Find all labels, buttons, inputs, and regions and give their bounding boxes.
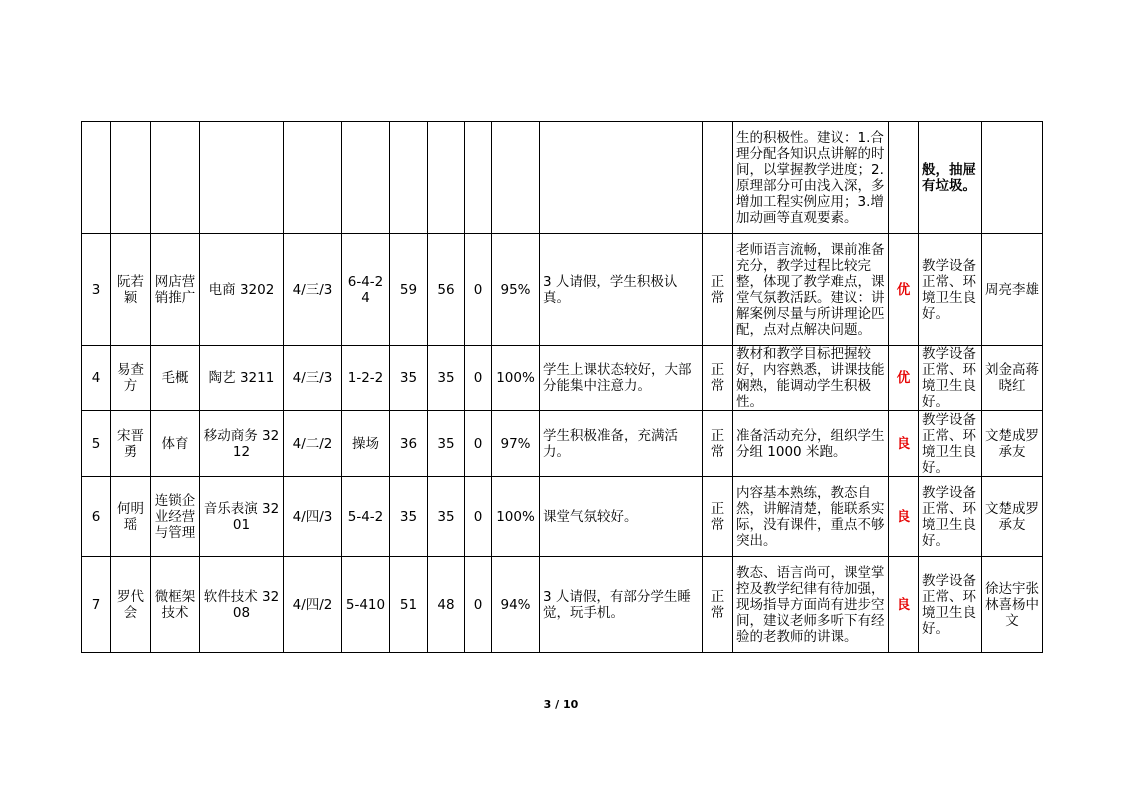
cell-teaching-comment: 教态、语言尚可，课堂掌控及教学纪律有待加强，现场指导方面尚有进步空间，建议老师多听下有经验的老教师的讲课。 (733, 557, 889, 653)
cell-rate: 97% (492, 411, 540, 477)
cell-course (151, 122, 200, 234)
cell-rate: 95% (492, 234, 540, 346)
cell-inspector: 文楚成罗承友 (982, 411, 1043, 477)
cell-expected: 35 (390, 477, 428, 557)
cell-time: 4/四/2 (284, 557, 342, 653)
cell-teaching-comment: 生的积极性。建议：1.合理分配各知识点讲解的时间，以掌握教学进度；2.原理部分可由浅入深，多增加工程实例应用；3.增加动画等直观要素。 (733, 122, 889, 234)
cell-grade: 良 (889, 557, 919, 653)
cell-no: 5 (82, 411, 111, 477)
cell-expected: 51 (390, 557, 428, 653)
cell-inspector: 徐达宇张林喜杨中文 (982, 557, 1043, 653)
cell-course: 毛概 (151, 346, 200, 411)
cell-student-status (540, 122, 703, 234)
cell-late: 0 (465, 477, 492, 557)
cell-teacher: 何明瑶 (111, 477, 151, 557)
cell-actual: 56 (428, 234, 465, 346)
cell-course: 微框架技术 (151, 557, 200, 653)
cell-course: 连锁企业经营与管理 (151, 477, 200, 557)
cell-actual: 48 (428, 557, 465, 653)
cell-teacher: 易查方 (111, 346, 151, 411)
cell-environment: 教学设备正常、环境卫生良好。 (919, 234, 982, 346)
cell-room (342, 122, 390, 234)
cell-teaching-status: 正常 (703, 557, 733, 653)
cell-no: 6 (82, 477, 111, 557)
cell-late: 0 (465, 411, 492, 477)
inspection-table (81, 121, 1043, 653)
table-row (82, 477, 1043, 557)
cell-rate: 100% (492, 346, 540, 411)
cell-teaching-comment: 内容基本熟练，教态自然，讲解清楚，能联系实际，没有课件，重点不够突出。 (733, 477, 889, 557)
cell-environment: 教学设备正常、环境卫生良好。 (919, 557, 982, 653)
cell-room: 5-4-2 (342, 477, 390, 557)
cell-room: 6-4-24 (342, 234, 390, 346)
table-row (82, 234, 1043, 346)
cell-course: 网店营销推广 (151, 234, 200, 346)
cell-grade: 良 (889, 411, 919, 477)
cell-room: 1-2-2 (342, 346, 390, 411)
cell-expected: 36 (390, 411, 428, 477)
cell-grade: 优 (889, 234, 919, 346)
cell-inspector: 周亮李雄 (982, 234, 1043, 346)
cell-class: 电商 3202 (200, 234, 284, 346)
cell-student-status: 学生上课状态较好，大部分能集中注意力。 (540, 346, 703, 411)
cell-environment: 般，抽屉有垃圾。 (919, 122, 982, 234)
cell-no: 4 (82, 346, 111, 411)
cell-rate: 100% (492, 477, 540, 557)
table-row (82, 411, 1043, 477)
cell-teacher: 罗代会 (111, 557, 151, 653)
cell-class: 音乐表演 3201 (200, 477, 284, 557)
cell-course: 体育 (151, 411, 200, 477)
cell-inspector: 文楚成罗承友 (982, 477, 1043, 557)
cell-room: 操场 (342, 411, 390, 477)
cell-student-status: 3 人请假，有部分学生睡觉，玩手机。 (540, 557, 703, 653)
cell-class: 移动商务 3212 (200, 411, 284, 477)
cell-teaching-status: 正常 (703, 346, 733, 411)
cell-time: 4/四/3 (284, 477, 342, 557)
cell-student-status: 学生积极准备，充满活力。 (540, 411, 703, 477)
cell-rate (492, 122, 540, 234)
cell-no (82, 122, 111, 234)
cell-expected: 35 (390, 346, 428, 411)
cell-time: 4/三/3 (284, 234, 342, 346)
cell-actual (428, 122, 465, 234)
cell-time (284, 122, 342, 234)
cell-teaching-status: 正常 (703, 234, 733, 346)
cell-grade: 优 (889, 346, 919, 411)
cell-environment: 教学设备正常、环境卫生良好。 (919, 477, 982, 557)
cell-teacher: 宋晋勇 (111, 411, 151, 477)
cell-late: 0 (465, 346, 492, 411)
cell-expected: 59 (390, 234, 428, 346)
cell-time: 4/三/3 (284, 346, 342, 411)
cell-grade (889, 122, 919, 234)
cell-teaching-status (703, 122, 733, 234)
cell-teacher: 阮若颖 (111, 234, 151, 346)
cell-actual: 35 (428, 346, 465, 411)
cell-no: 7 (82, 557, 111, 653)
cell-class (200, 122, 284, 234)
cell-expected (390, 122, 428, 234)
cell-rate: 94% (492, 557, 540, 653)
table-row (82, 346, 1043, 411)
cell-late: 0 (465, 234, 492, 346)
cell-class: 软件技术 3208 (200, 557, 284, 653)
table-row (82, 557, 1043, 653)
cell-late: 0 (465, 557, 492, 653)
cell-room: 5-410 (342, 557, 390, 653)
cell-grade: 良 (889, 477, 919, 557)
cell-environment: 教学设备正常、环境卫生良好。 (919, 346, 982, 411)
page-number: 3 / 10 (543, 698, 579, 711)
cell-teaching-comment: 老师语言流畅，课前准备充分，教学过程比较完整，体现了教学难点，课堂气氛教活跃。建议：讲解案例尽量与所讲理论匹配，点对点解决问题。 (733, 234, 889, 346)
cell-student-status: 课堂气氛较好。 (540, 477, 703, 557)
cell-teaching-comment: 教材和教学目标把握较好，内容熟悉，讲课技能娴熟，能调动学生积极性。 (733, 346, 889, 411)
cell-teaching-status: 正常 (703, 477, 733, 557)
cell-inspector (982, 122, 1043, 234)
cell-inspector: 刘金高蒋晓红 (982, 346, 1043, 411)
cell-time: 4/二/2 (284, 411, 342, 477)
cell-teaching-status: 正常 (703, 411, 733, 477)
cell-environment: 教学设备正常、环境卫生良好。 (919, 411, 982, 477)
cell-actual: 35 (428, 411, 465, 477)
cell-no: 3 (82, 234, 111, 346)
cell-student-status: 3 人请假，学生积极认真。 (540, 234, 703, 346)
cell-late (465, 122, 492, 234)
cell-class: 陶艺 3211 (200, 346, 284, 411)
cell-actual: 35 (428, 477, 465, 557)
table-row (82, 122, 1043, 234)
cell-teacher (111, 122, 151, 234)
cell-teaching-comment: 准备活动充分，组织学生分组 1000 米跑。 (733, 411, 889, 477)
